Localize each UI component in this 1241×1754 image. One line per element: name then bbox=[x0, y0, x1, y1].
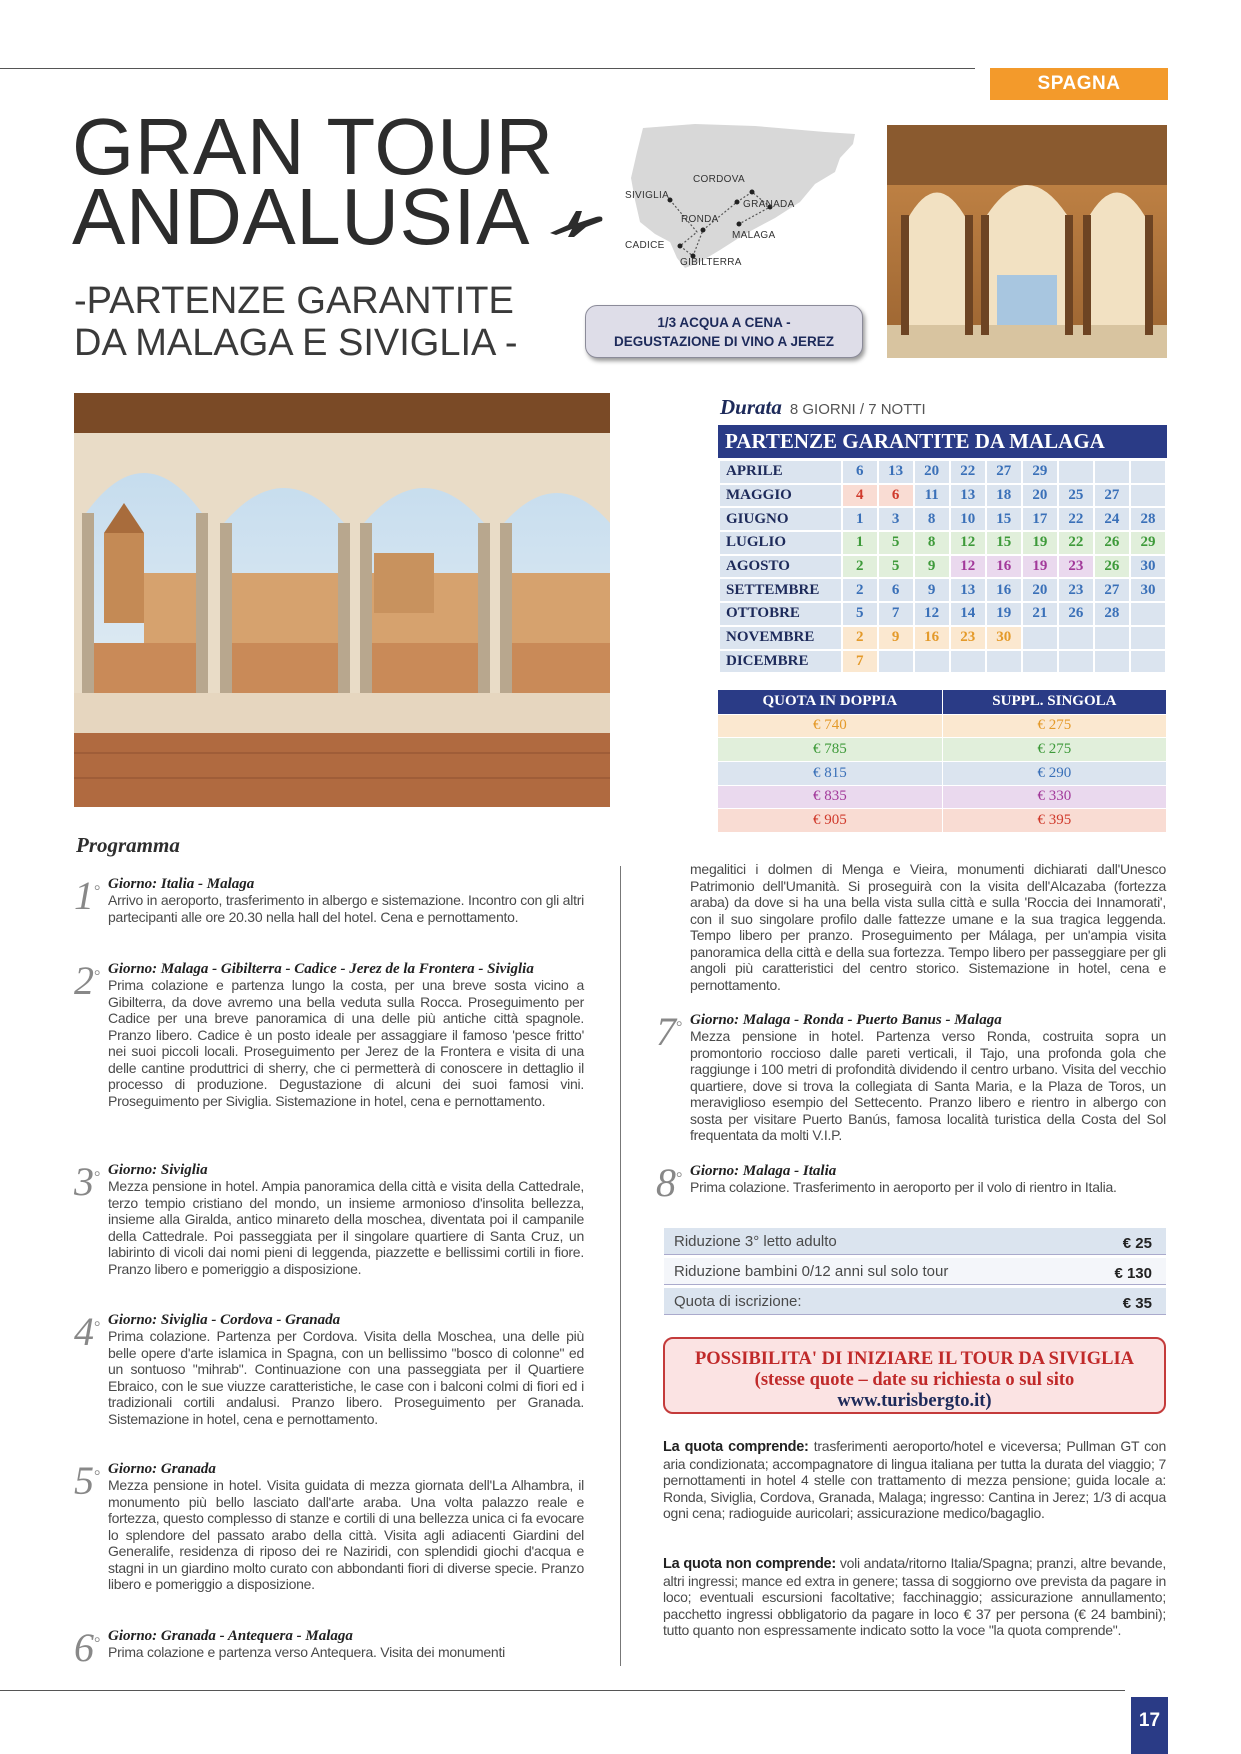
departure-date: 27 bbox=[1095, 579, 1129, 601]
departure-date: 6 bbox=[843, 461, 877, 483]
departure-date: 26 bbox=[1095, 532, 1129, 554]
duration-value: 8 GIORNI / 7 NOTTI bbox=[789, 401, 926, 418]
departure-row bbox=[720, 485, 1165, 507]
departure-date: 19 bbox=[1023, 556, 1057, 578]
day-number: 3° bbox=[74, 1159, 101, 1204]
month-label: MAGGIO bbox=[720, 485, 841, 507]
departure-date: 30 bbox=[1131, 556, 1165, 578]
departure-date: 20 bbox=[915, 461, 949, 483]
departure-date: 10 bbox=[951, 508, 985, 530]
day-number: 1° bbox=[74, 873, 101, 918]
day-description: Prima colazione. Trasferimento in aeroporto per il volo di rientro in Italia. bbox=[690, 1179, 1117, 1195]
extra-value: € 35 bbox=[1122, 1295, 1152, 1312]
departure-date: 22 bbox=[1059, 508, 1093, 530]
map-label-ronda: RONDA bbox=[681, 214, 719, 225]
subtitle-line-2: DA MALAGA E SIVIGLIA - bbox=[74, 322, 518, 364]
empty-cell bbox=[1023, 651, 1057, 673]
page-number: 17 bbox=[1131, 1697, 1168, 1754]
departure-date: 5 bbox=[879, 532, 913, 554]
empty-cell bbox=[1131, 461, 1165, 483]
comprende-label: La quota comprende: bbox=[663, 1439, 809, 1455]
departure-row bbox=[720, 651, 1165, 673]
price-singola: € 395 bbox=[942, 809, 1166, 833]
map-label-malaga: MALAGA bbox=[732, 230, 776, 241]
empty-cell bbox=[915, 651, 949, 673]
departure-row bbox=[720, 461, 1165, 483]
price-row bbox=[718, 785, 1167, 809]
day-number: 5° bbox=[74, 1458, 101, 1503]
day-description: Arrivo in aeroporto, trasferimento in albergo e sistemazione. Incontro con gli altri partecipanti alle ore 20.30 nella hall del hotel. Cena e pernottamento. bbox=[108, 892, 584, 925]
extra-value: € 130 bbox=[1114, 1265, 1152, 1282]
duration bbox=[720, 395, 926, 420]
departure-date: 9 bbox=[915, 579, 949, 601]
extra-label: Quota di iscrizione: bbox=[674, 1293, 802, 1310]
empty-cell bbox=[1131, 603, 1165, 625]
departure-date: 16 bbox=[987, 579, 1021, 601]
departure-date: 1 bbox=[843, 532, 877, 554]
map-label-cordova: CORDOVA bbox=[693, 174, 745, 185]
month-label: GIUGNO bbox=[720, 508, 841, 530]
month-label: NOVEMBRE bbox=[720, 627, 841, 649]
departure-date: 23 bbox=[1059, 579, 1093, 601]
day-number: 7° bbox=[656, 1009, 683, 1054]
departure-row bbox=[720, 579, 1165, 601]
comprende-text: trasferimenti aeroporto/hotel e viceversa; Pullman GT con aria condizionata; accompagnatore di lingua italiana per tutta la durata del viaggio; 7 pernottamenti in hotel 4 stelle con trattamento di mezza pensione; guida locale a: Ronda, Siviglia, Cordova, Granada, Malaga; ingresso: Cantina in Jerez; 1/3 di acqua ogni cena; radioguide auricolari; assicurazione medico/bagaglio. bbox=[663, 1438, 1166, 1521]
price-singola: € 275 bbox=[942, 714, 1166, 738]
departure-date: 20 bbox=[1023, 485, 1057, 507]
website-link[interactable]: www.turisbergto.it) bbox=[837, 1391, 992, 1411]
day-number: 4° bbox=[74, 1309, 101, 1354]
departure-date: 24 bbox=[1095, 508, 1129, 530]
notice-line-1: POSSIBILITA' DI INIZIARE IL TOUR DA SIVIGLIA bbox=[694, 1349, 1134, 1369]
departure-date: 30 bbox=[1131, 579, 1165, 601]
departure-date: 9 bbox=[879, 627, 913, 649]
column-divider bbox=[620, 866, 621, 1666]
day-6-continued: megalitici i dolmen di Menga e Vieira, monumenti dichiarati dall'Unesco Patrimonio dell'Umanità. Si proseguirà con la visita dell'Alcazaba (fortezza araba) da dove si ha una bella vista sulla città e sulla 'Roccia dei Innamorati', con il suo singolare profilo dalle fattezze umane e la sua tragica leggenda. Tempo libero per pranzo. Proseguimento per Málaga, per un'ampia visita panoramica della città e della sua fortezza. Tempo libero per passeggiare per gli angoli più caratteristici del centro storico. Sistemazione in hotel, cena e pernottamento. bbox=[690, 861, 1166, 993]
departure-date: 13 bbox=[879, 461, 913, 483]
month-label: LUGLIO bbox=[720, 532, 841, 554]
month-label: OTTOBRE bbox=[720, 603, 841, 625]
day-heading: Giorno: Italia - Malaga bbox=[108, 876, 255, 892]
badge-line-2: DEGUSTAZIONE DI VINO A JEREZ bbox=[613, 334, 835, 349]
page-title bbox=[72, 102, 606, 261]
subtitle-line-1: -PARTENZE GARANTITE bbox=[74, 280, 514, 322]
month-label: APRILE bbox=[720, 461, 841, 483]
day-heading: Giorno: Malaga - Italia bbox=[690, 1163, 837, 1179]
departure-date: 16 bbox=[987, 556, 1021, 578]
departure-date: 15 bbox=[987, 508, 1021, 530]
extra-label: Riduzione bambini 0/12 anni sul solo tour bbox=[674, 1263, 949, 1280]
departure-date: 28 bbox=[1095, 603, 1129, 625]
country-tab: SPAGNA bbox=[990, 68, 1168, 100]
empty-cell bbox=[987, 651, 1021, 673]
empty-cell bbox=[1095, 627, 1129, 649]
departure-date: 17 bbox=[1023, 508, 1057, 530]
alhambra-photo bbox=[887, 125, 1167, 358]
price-row bbox=[718, 809, 1167, 833]
extra-row bbox=[664, 1258, 1166, 1285]
empty-cell bbox=[1131, 627, 1165, 649]
empty-cell bbox=[1095, 461, 1129, 483]
departure-date: 20 bbox=[1023, 579, 1057, 601]
day-3 bbox=[74, 1159, 584, 1292]
departure-date: 18 bbox=[987, 485, 1021, 507]
departure-date: 7 bbox=[843, 651, 877, 673]
top-rule bbox=[0, 68, 975, 69]
departure-date: 22 bbox=[951, 461, 985, 483]
departure-date: 2 bbox=[843, 579, 877, 601]
empty-cell bbox=[1059, 461, 1093, 483]
siviglia-start-notice bbox=[663, 1337, 1166, 1414]
empty-cell bbox=[1095, 651, 1129, 673]
day-7 bbox=[656, 1009, 1166, 1162]
departure-date: 21 bbox=[1023, 603, 1057, 625]
empty-cell bbox=[1023, 627, 1057, 649]
departure-date: 11 bbox=[915, 485, 949, 507]
extra-row bbox=[664, 1288, 1166, 1315]
month-label: AGOSTO bbox=[720, 556, 841, 578]
day-description: Prima colazione e partenza lungo la costa, per una breve sosta vicino a Gibilterra, da dove avremo una bella veduta sulla Rocca. Proseguimento per Cadice per una breve panoramica di una delle più antiche città spagnole. Pranzo libero. Cadice è un posto ideale per assaggiare il famoso 'pesce fritto' nei suoi piccoli locali. Proseguimento per Jerez de la Frontera e visita di una delle cantine produttrici di sherry, che ci permetterà di conoscere in dettaglio il processo di produzione. Degustazione di alcuni dei suoi famosi vini. Proseguimento per Siviglia. Sistemazione in hotel, cena e pernottamento. bbox=[108, 977, 584, 1109]
departure-date: 12 bbox=[951, 532, 985, 554]
airplane-icon bbox=[546, 203, 606, 243]
departure-row bbox=[720, 556, 1165, 578]
departure-date: 23 bbox=[951, 627, 985, 649]
departure-date: 28 bbox=[1131, 508, 1165, 530]
price-doppia: € 905 bbox=[718, 809, 942, 833]
map-label-siviglia: SIVIGLIA bbox=[625, 190, 670, 201]
departures-table bbox=[718, 459, 1167, 674]
non-comprende-label: La quota non comprende: bbox=[663, 1556, 836, 1572]
departure-date: 15 bbox=[987, 532, 1021, 554]
price-row bbox=[718, 714, 1167, 738]
departure-date: 6 bbox=[879, 579, 913, 601]
departure-date: 9 bbox=[915, 556, 949, 578]
departure-date: 29 bbox=[1131, 532, 1165, 554]
day-heading: Giorno: Siviglia bbox=[108, 1162, 208, 1178]
departure-date: 19 bbox=[987, 603, 1021, 625]
empty-cell bbox=[1131, 485, 1165, 507]
day-number: 6° bbox=[74, 1625, 101, 1670]
extras-list bbox=[664, 1228, 1166, 1318]
highlight-badge bbox=[585, 305, 863, 358]
extra-label: Riduzione 3° letto adulto bbox=[674, 1233, 837, 1250]
duration-label: Durata bbox=[720, 395, 782, 419]
departure-date: 13 bbox=[951, 485, 985, 507]
empty-cell bbox=[1059, 651, 1093, 673]
departure-date: 26 bbox=[1059, 603, 1093, 625]
departure-date: 22 bbox=[1059, 532, 1093, 554]
departure-date: 16 bbox=[915, 627, 949, 649]
day-description: Mezza pensione in hotel. Ampia panoramica della città e visita della Cattedrale, terzo tempio cristiano del mondo, un insieme armonioso d'insolita bellezza, insieme alla Giralda, antico minareto della moschea, diventata poi il campanile della Cattedrale. Poi passeggiata per il singolare quartiere di Santa Cruz, un labirinto di vicoli dai nomi pieni di leggenda, piazzette e bellissimi cortili in fiore. Pranzo libero e pomeriggio a disposizione. bbox=[108, 1178, 584, 1277]
map-label-granada: GRANADA bbox=[743, 199, 795, 210]
price-doppia: € 835 bbox=[718, 785, 942, 809]
plaza-de-espana-photo bbox=[74, 393, 610, 807]
quota-non-comprende bbox=[663, 1555, 1166, 1639]
departure-date: 13 bbox=[951, 579, 985, 601]
departure-date: 29 bbox=[1023, 461, 1057, 483]
day-8 bbox=[656, 1160, 1166, 1205]
day-description: Prima colazione e partenza verso Antequera. Visita dei monumenti bbox=[108, 1644, 505, 1660]
empty-cell bbox=[879, 651, 913, 673]
day-number: 8° bbox=[656, 1160, 683, 1205]
subtitle bbox=[74, 280, 518, 364]
departure-date: 4 bbox=[843, 485, 877, 507]
title-line-1: GRAN TOUR bbox=[72, 102, 554, 191]
empty-cell bbox=[1059, 627, 1093, 649]
day-heading: Giorno: Granada bbox=[108, 1461, 216, 1477]
price-row bbox=[718, 738, 1167, 762]
departure-row bbox=[720, 603, 1165, 625]
departures-header: PARTENZE GARANTITE DA MALAGA bbox=[718, 425, 1167, 458]
notice-line-2: (stesse quote – date su richiesta o sul sito bbox=[754, 1370, 1075, 1390]
day-heading: Giorno: Siviglia - Cordova - Granada bbox=[108, 1312, 341, 1328]
price-singola: € 330 bbox=[942, 785, 1166, 809]
departure-date: 27 bbox=[1095, 485, 1129, 507]
map-label-cadice: CADICE bbox=[625, 240, 665, 251]
empty-cell bbox=[951, 651, 985, 673]
departure-row bbox=[720, 532, 1165, 554]
departure-date: 1 bbox=[843, 508, 877, 530]
route-map bbox=[625, 122, 870, 272]
map-label-gibilterra: GIBILTERRA bbox=[680, 257, 742, 268]
title-line-2: ANDALUSIA bbox=[72, 182, 606, 252]
departure-date: 6 bbox=[879, 485, 913, 507]
departure-date: 8 bbox=[915, 508, 949, 530]
empty-cell bbox=[1131, 651, 1165, 673]
day-heading: Giorno: Malaga - Gibilterra - Cadice - Jerez de la Frontera - Siviglia bbox=[108, 961, 534, 977]
day-description: Prima colazione. Partenza per Cordova. Visita della Moschea, una delle più belle opere d'arte islamica in Spagna, con un bellissimo "bosco di colonne" ed un sontuoso "mihrab". Continuazione con una passeggiata per il Quartiere Ebraico, con le sue viuzze caratteristiche, le case con i balconi colmi di fiori ed i tradizionali cortili andalusi. Pranzo libero. Proseguimento per Granada. Sistemazione in hotel, cena e pernottamento. bbox=[108, 1328, 584, 1427]
departure-date: 12 bbox=[951, 556, 985, 578]
badge-line-1: 1/3 ACQUA A CENA - bbox=[657, 315, 791, 330]
departure-date: 7 bbox=[879, 603, 913, 625]
departure-date: 8 bbox=[915, 532, 949, 554]
departure-date: 2 bbox=[843, 556, 877, 578]
day-heading: Giorno: Granada - Antequera - Malaga bbox=[108, 1628, 353, 1644]
day-heading: Giorno: Malaga - Ronda - Puerto Banus - Malaga bbox=[690, 1012, 1002, 1028]
departure-date: 25 bbox=[1059, 485, 1093, 507]
price-doppia: € 815 bbox=[718, 761, 942, 785]
price-col-singola: SUPPL. SINGOLA bbox=[942, 690, 1166, 714]
day-1 bbox=[74, 873, 584, 956]
month-label: DICEMBRE bbox=[720, 651, 841, 673]
departure-date: 2 bbox=[843, 627, 877, 649]
price-col-doppia: QUOTA IN DOPPIA bbox=[718, 690, 942, 714]
day-2 bbox=[74, 958, 584, 1141]
departure-date: 19 bbox=[1023, 532, 1057, 554]
extra-value: € 25 bbox=[1122, 1235, 1152, 1252]
departure-date: 23 bbox=[1059, 556, 1093, 578]
price-table bbox=[718, 690, 1167, 832]
price-singola: € 290 bbox=[942, 761, 1166, 785]
price-doppia: € 740 bbox=[718, 714, 942, 738]
quota-comprende bbox=[663, 1438, 1166, 1522]
bottom-rule bbox=[0, 1690, 1125, 1691]
extra-row bbox=[664, 1228, 1166, 1255]
departure-row bbox=[720, 627, 1165, 649]
departure-date: 3 bbox=[879, 508, 913, 530]
departure-date: 5 bbox=[843, 603, 877, 625]
departure-date: 27 bbox=[987, 461, 1021, 483]
price-doppia: € 785 bbox=[718, 738, 942, 762]
departure-date: 5 bbox=[879, 556, 913, 578]
month-label: SETTEMBRE bbox=[720, 579, 841, 601]
price-row bbox=[718, 761, 1167, 785]
day-number: 2° bbox=[74, 958, 101, 1003]
day-description: Mezza pensione in hotel. Partenza verso Ronda, costruita sopra un promontorio roccioso dalle pareti verticali, il Tajo, una profonda gola che raggiunge i 100 metri di profondità dividendo il centro urbano. Visita del vecchio quartiere, dove si trova la collegiata di Santa Maria, e la Plaza de Toros, un meraviglioso esempio del Settecento. Pranzo libero e rientro in albergo con sosta per visitare Puerto Banús, famosa località turistica della Costa del Sol frequentata da molti V.I.P. bbox=[690, 1028, 1166, 1143]
departure-row bbox=[720, 508, 1165, 530]
departure-date: 12 bbox=[915, 603, 949, 625]
non-comprende-text: voli andata/ritorno Italia/Spagna; pranzi, altre bevande, altri ingressi; mance ed extra in genere; tassa di soggiorno ove prevista da pagare in loco; eventuali escursioni facoltative; facchinaggio; assicurazione annullamento; pacchetto ingressi obbligatorio da pagare in loco € 37 per persona (€ 24 bambini); tutto quanto non espressamente indicato sotto la voce "la quota comprende". bbox=[663, 1555, 1167, 1638]
day-6 bbox=[74, 1625, 584, 1670]
departure-date: 30 bbox=[987, 627, 1021, 649]
programma-title: Programma bbox=[76, 833, 180, 857]
departure-date: 14 bbox=[951, 603, 985, 625]
day-4 bbox=[74, 1309, 584, 1442]
departure-date: 26 bbox=[1095, 556, 1129, 578]
day-5 bbox=[74, 1458, 584, 1611]
day-description: Mezza pensione in hotel. Visita guidata di mezza giornata dell'La Alhambra, il monumento più bello lasciato dall'arte araba. Una volta palazzo reale e fortezza, questo complesso di stanze e cortili di una bellezza unica ci fa evocare lo splendore del passato arabo della città. Visita agli adiacenti Giardini del Generalife, residenza di riposo dei re Naziridi, con splendidi giochi d'acqua e stagni in un giardino molto curato con abbondanti fiori di diverse specie. Pranzo libero e pomeriggio a disposizione. bbox=[108, 1477, 584, 1592]
price-singola: € 275 bbox=[942, 738, 1166, 762]
